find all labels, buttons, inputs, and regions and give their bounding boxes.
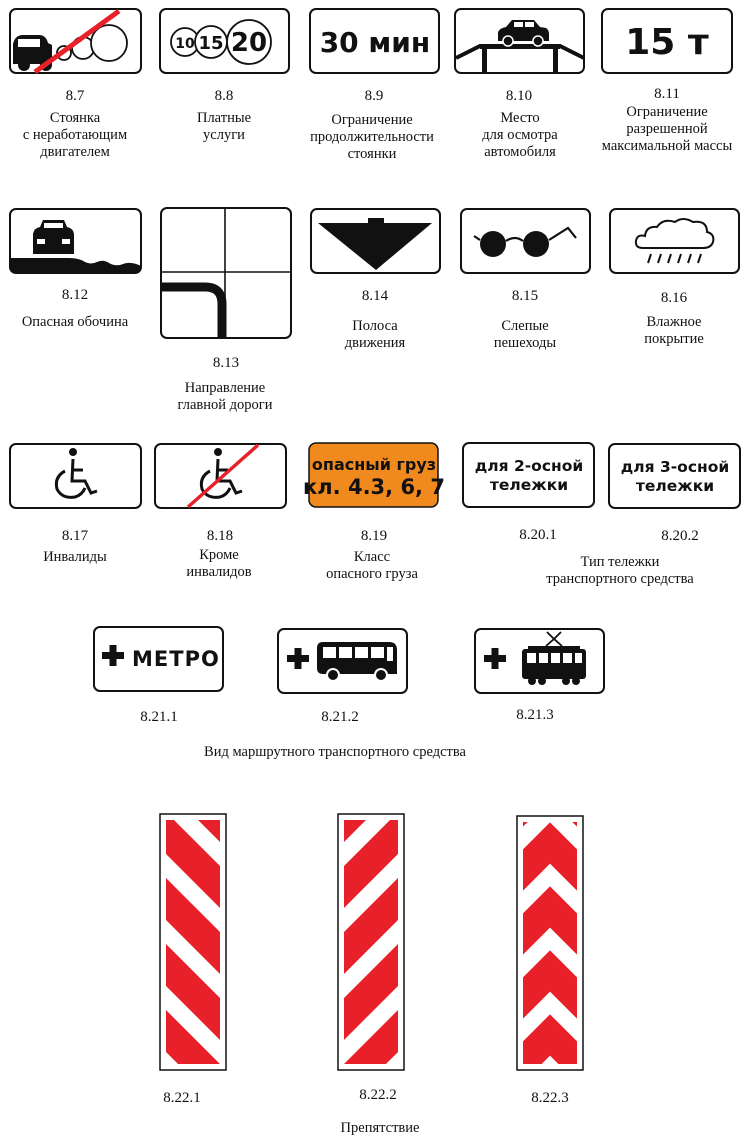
- sign-text: тележки: [489, 476, 569, 494]
- sign-number: 8.15: [511, 288, 539, 304]
- sign-number: 8.20.1: [519, 527, 557, 543]
- sign-caption: Влажное покрытие: [644, 314, 704, 347]
- sign-text: тележки: [635, 477, 715, 495]
- sign-text: 20: [230, 28, 268, 58]
- sign-8-21-1: [93, 626, 224, 692]
- sign-text: для 3-осной: [620, 458, 730, 476]
- sign-number: 8.9: [364, 88, 384, 104]
- sign-text: МЕТРО: [132, 647, 220, 671]
- sign-caption: Класс опасного груза: [326, 549, 418, 582]
- sign-number: 8.22.1: [163, 1090, 201, 1106]
- sign-text: опасный груз: [311, 455, 437, 474]
- sign-caption: Стоянка с неработающим двигателем: [22, 110, 128, 160]
- sign-8-14: [310, 208, 441, 274]
- sign-8-7: [9, 8, 142, 74]
- group-caption-obstacle: Препятствие: [340, 1120, 420, 1136]
- sign-8-20-2: [608, 443, 741, 509]
- sign-number: 8.22.2: [359, 1087, 397, 1103]
- sign-8-13: [160, 207, 292, 339]
- sign-8-17: [9, 443, 142, 509]
- sign-text: 15 т: [625, 22, 709, 63]
- sign-text: кл. 4.3, 6, 7: [303, 475, 445, 499]
- sign-number: 8.21.1: [140, 709, 178, 725]
- sign-8-11: [601, 8, 733, 74]
- obstacle-stripes-left-icon: [139, 773, 249, 1144]
- sign-number: 8.13: [212, 355, 240, 371]
- sign-8-8: [159, 8, 290, 74]
- sign-8-21-3: [474, 628, 605, 694]
- sign-caption: Ограничение разрешенной максимальной массы: [601, 104, 733, 154]
- sign-8-9: [309, 8, 440, 74]
- sign-8-21-2: [277, 628, 408, 694]
- sign-text: 30 мин: [319, 26, 431, 59]
- sign-8-19: [303, 442, 445, 508]
- sign-caption: Опасная обочина: [21, 314, 129, 330]
- sign-caption: Полоса движения: [344, 318, 406, 351]
- group-caption-bogie-type: Тип тележки транспортного средства: [546, 554, 694, 587]
- sign-caption: Кроме инвалидов: [186, 547, 252, 580]
- sign-number: 8.19: [360, 528, 388, 544]
- sign-number: 8.18: [206, 528, 234, 544]
- sign-8-18: [154, 443, 287, 509]
- sign-text: для 2-осной: [474, 457, 584, 475]
- sign-caption: Инвалиды: [43, 549, 107, 565]
- sign-8-20-1: [462, 442, 595, 508]
- sign-caption: Слепые пешеходы: [493, 318, 557, 351]
- sign-8-10: [454, 8, 585, 74]
- sign-8-12: [9, 208, 142, 274]
- sign-caption: Направление главной дороги: [177, 380, 273, 413]
- sign-caption: Ограничение продолжительности стоянки: [310, 112, 434, 162]
- sign-text: 15: [198, 33, 224, 54]
- sign-number: 8.10: [505, 88, 533, 104]
- sign-8-15: [460, 208, 591, 274]
- sign-number: 8.14: [361, 288, 389, 304]
- sign-8-22-3: [516, 815, 584, 1071]
- sign-number: 8.20.2: [661, 528, 699, 544]
- sign-number: 8.21.2: [321, 709, 359, 725]
- sign-number: 8.17: [61, 528, 89, 544]
- sign-number: 8.22.3: [531, 1090, 569, 1106]
- sign-number: 8.16: [660, 290, 688, 306]
- obstacle-chevrons-icon: [514, 811, 586, 1103]
- sign-number: 8.7: [65, 88, 85, 104]
- sign-caption: Место для осмотра автомобиля: [482, 110, 558, 160]
- sign-8-22-2: [337, 813, 405, 1071]
- sign-number: 8.8: [214, 88, 234, 104]
- sign-number: 8.12: [61, 287, 89, 303]
- sign-number: 8.11: [654, 86, 680, 102]
- sign-text: 10: [175, 36, 195, 52]
- sign-number: 8.21.3: [516, 707, 554, 723]
- sign-caption: Платные услуги: [196, 110, 252, 143]
- sign-8-16: [609, 208, 740, 274]
- group-caption-route-vehicle: Вид маршрутного транспортного средства: [204, 744, 466, 760]
- sign-8-22-1: [159, 813, 227, 1071]
